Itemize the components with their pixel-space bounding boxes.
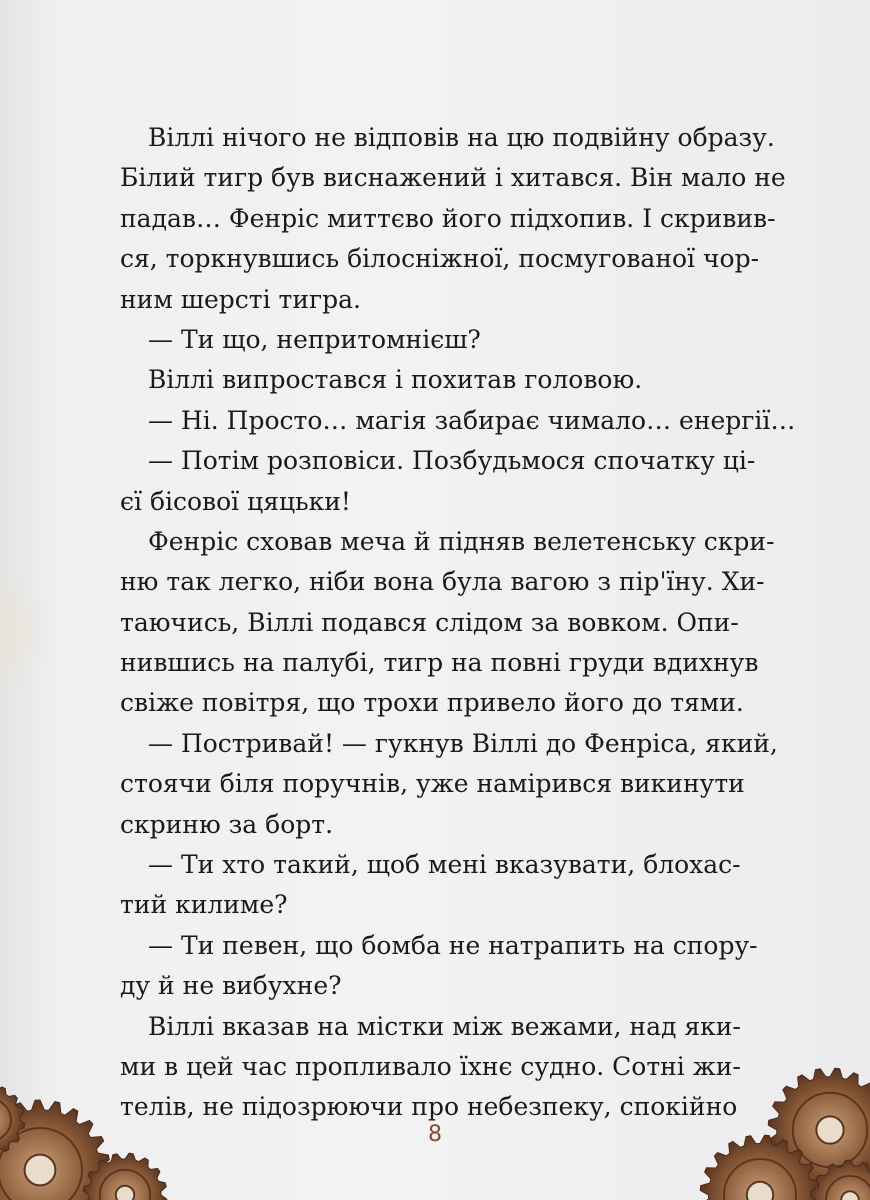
gear-bottom-left-large (0, 1100, 110, 1200)
text-line: — Постривай! — гукнув Віллі до Фенріса, який, (148, 728, 778, 758)
text-line: Віллі випростався і похитав головою. (148, 365, 643, 395)
page-shadow (0, 560, 50, 700)
text-line: свіже повітря, що трохи привело його до тями. (120, 688, 744, 718)
text-line: нившись на палубі, тигр на повні груди вдихнув (120, 648, 759, 678)
text-line: Фенріс сховав меча й підняв велетенську скри- (148, 526, 775, 556)
text-line: ся, торкнувшись білосніжної, посмугованої чор- (120, 244, 760, 274)
text-line: — Потім розповіси. Позбудьмося спочатку ці- (148, 446, 756, 476)
text-line: — Ні. Просто… магія забирає чимало… енергії… (148, 405, 796, 435)
gear-bottom-right-corner (810, 1160, 870, 1200)
text-line: ню так легко, ніби вона була вагою з пір'їну. Хи- (120, 567, 765, 597)
text-line: Віллі нічого не відповів на цю подвійну образу. (148, 123, 775, 152)
text-line: — Ти хто такий, щоб мені вказувати, блохас- (148, 850, 741, 880)
text-line: стоячи біля поручнів, уже намірився викинути (120, 769, 745, 799)
text-line: телів, не підозрюючи про небезпеку, спокійно (120, 1092, 738, 1122)
gear-bottom-left-small (83, 1153, 167, 1200)
text-line: єї бісової цяцьки! (120, 486, 351, 516)
text-line: ми в цей час пропливало їхнє судно. Сотні жи- (120, 1051, 741, 1081)
text-line: Білий тигр був виснажений і хитався. Він мало не (120, 163, 786, 193)
text-line: ду й не вибухне? (120, 971, 342, 1001)
page-number: 8 (428, 1122, 442, 1147)
text-line: — Ти що, непритомнієш? (148, 324, 481, 354)
text-line: тий килиме? (120, 890, 288, 920)
text-line: — Ти певен, що бомба не натрапить на спору- (148, 930, 758, 960)
text-line: скриню за борт. (120, 809, 334, 839)
text-line: падав… Фенріс миттєво його підхопив. І скривив- (120, 203, 776, 233)
text-line: таючись, Віллі подався слідом за вовком. Опи- (120, 607, 739, 637)
text-line: ним шерсті тигра. (120, 284, 361, 314)
text-line: Віллі вказав на містки між вежами, над яки- (148, 1011, 741, 1041)
body-text (120, 118, 796, 1128)
